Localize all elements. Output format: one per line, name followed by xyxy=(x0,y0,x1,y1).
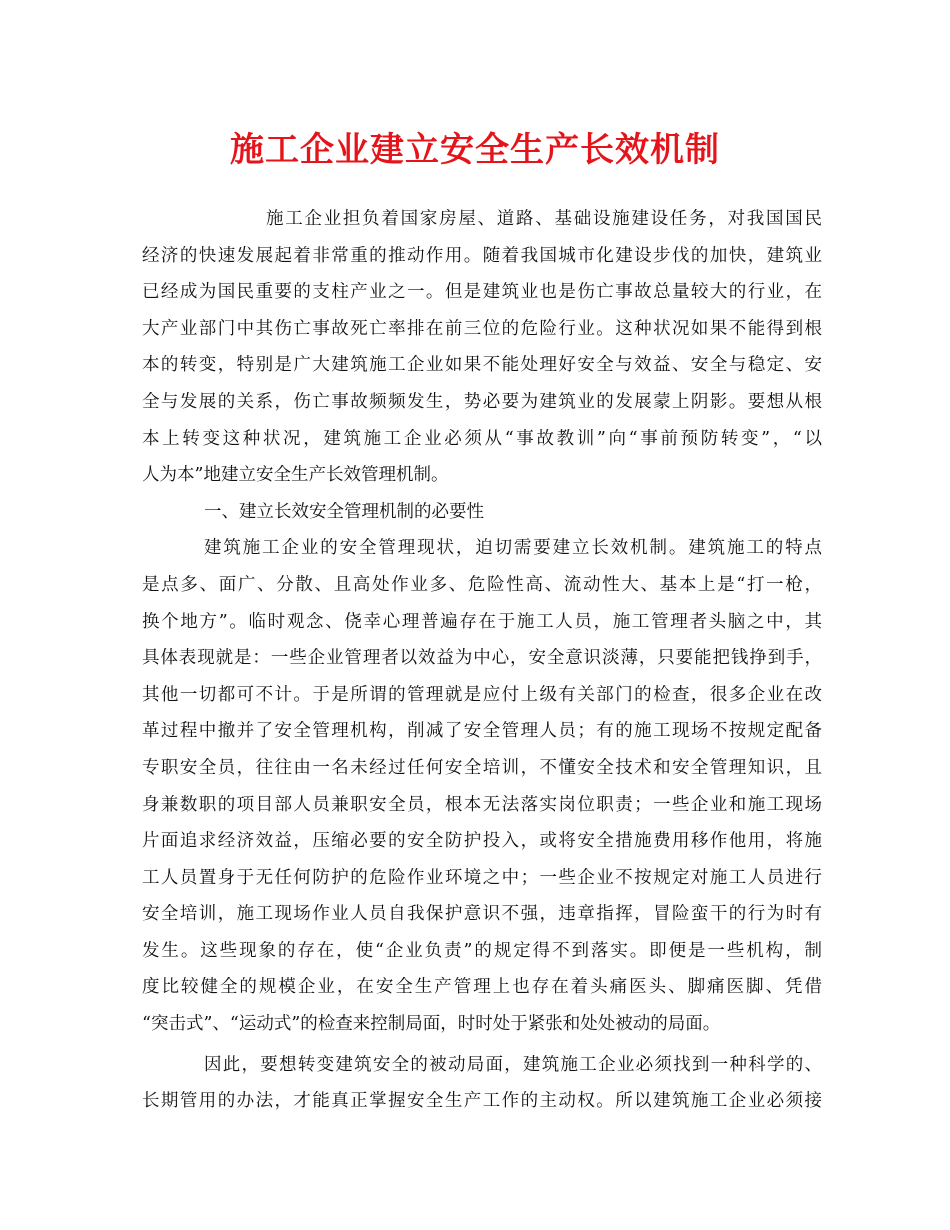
text-line: 革过程中撤并了安全管理机构，削减了安全管理人员；有的施工现场不按规定配备 xyxy=(142,721,822,742)
text-line: 人为本”地建立安全生产长效管理机制。 xyxy=(142,465,449,486)
text-line: 本的转变，特别是广大建筑施工企业如果不能处理好安全与效益、安全与稳定、安 xyxy=(142,355,822,376)
text-line: 发生。这些现象的存在，使“企业负责”的规定得不到落实。即便是一些机构，制 xyxy=(142,940,822,961)
text-line: 建筑施工企业的安全管理现状，迫切需要建立长效机制。建筑施工的特点 xyxy=(204,538,822,559)
document-body xyxy=(142,201,822,1120)
text-line: 经济的快速发展起着非常重的推动作用。随着我国城市化建设步伐的加快，建筑业 xyxy=(142,245,822,266)
text-line: 长期管用的办法，才能真正掌握安全生产工作的主动权。所以建筑施工企业必须接 xyxy=(142,1091,822,1112)
text-line: 度比较健全的规模企业，在安全生产管理上也存在着头痛医头、脚痛医脚、凭借 xyxy=(142,977,822,998)
text-line: “突击式”、“运动式”的检查来控制局面，时时处于紧张和处处被动的局面。 xyxy=(142,1014,721,1035)
text-line: 工人员置身于无任何防护的危险作业环境之中；一些企业不按规定对施工人员进行 xyxy=(142,867,822,888)
text-line: 施工企业担负着国家房屋、道路、基础设施建设任务，对我国国民 xyxy=(266,209,822,229)
text-line: 身兼数职的项目部人员兼职安全员，根本无法落实岗位职责；一些企业和施工现场 xyxy=(142,794,822,815)
text-line: 是点多、面广、分散、且高处作业多、危险性高、流动性大、基本上是“打一枪， xyxy=(142,574,822,595)
text-line: 已经成为国民重要的支柱产业之一。但是建筑业也是伤亡事故总量较大的行业，在 xyxy=(142,282,822,303)
text-line: 全与发展的关系，伤亡事故频频发生，势必要为建筑业的发展蒙上阴影。要想从根 xyxy=(142,391,822,412)
text-line: 片面追求经济效益，压缩必要的安全防护投入，或将安全措施费用移作他用，将施 xyxy=(142,831,822,852)
document-title: 施工企业建立安全生产长效机制 xyxy=(230,130,720,170)
text-line: 换个地方”。临时观念、侥幸心理普遍存在于施工人员，施工管理者头脑之中，其 xyxy=(142,611,822,632)
text-line: 安全培训，施工现场作业人员自我保护意识不强，违章指挥，冒险蛮干的行为时有 xyxy=(142,904,822,925)
text-line: 专职安全员，往往由一名未经过任何安全培训，不懂安全技术和安全管理知识，且 xyxy=(142,757,822,778)
text-line: 本上转变这种状况，建筑施工企业必须从“事故教训”向“事前预防转变”，“以 xyxy=(142,428,822,449)
text-line: 一、建立长效安全管理机制的必要性 xyxy=(204,501,484,522)
text-line: 因此，要想转变建筑安全的被动局面，建筑施工企业必须找到一种科学的、 xyxy=(204,1054,822,1075)
text-line: 其他一切都可不计。于是所谓的管理就是应付上级有关部门的检查，很多企业在改 xyxy=(142,684,822,705)
text-line: 具体表现就是：一些企业管理者以效益为中心，安全意识淡薄，只要能把钱挣到手， xyxy=(142,648,822,669)
text-line: 大产业部门中其伤亡事故死亡率排在前三位的危险行业。这种状况如果不能得到根 xyxy=(142,318,822,339)
